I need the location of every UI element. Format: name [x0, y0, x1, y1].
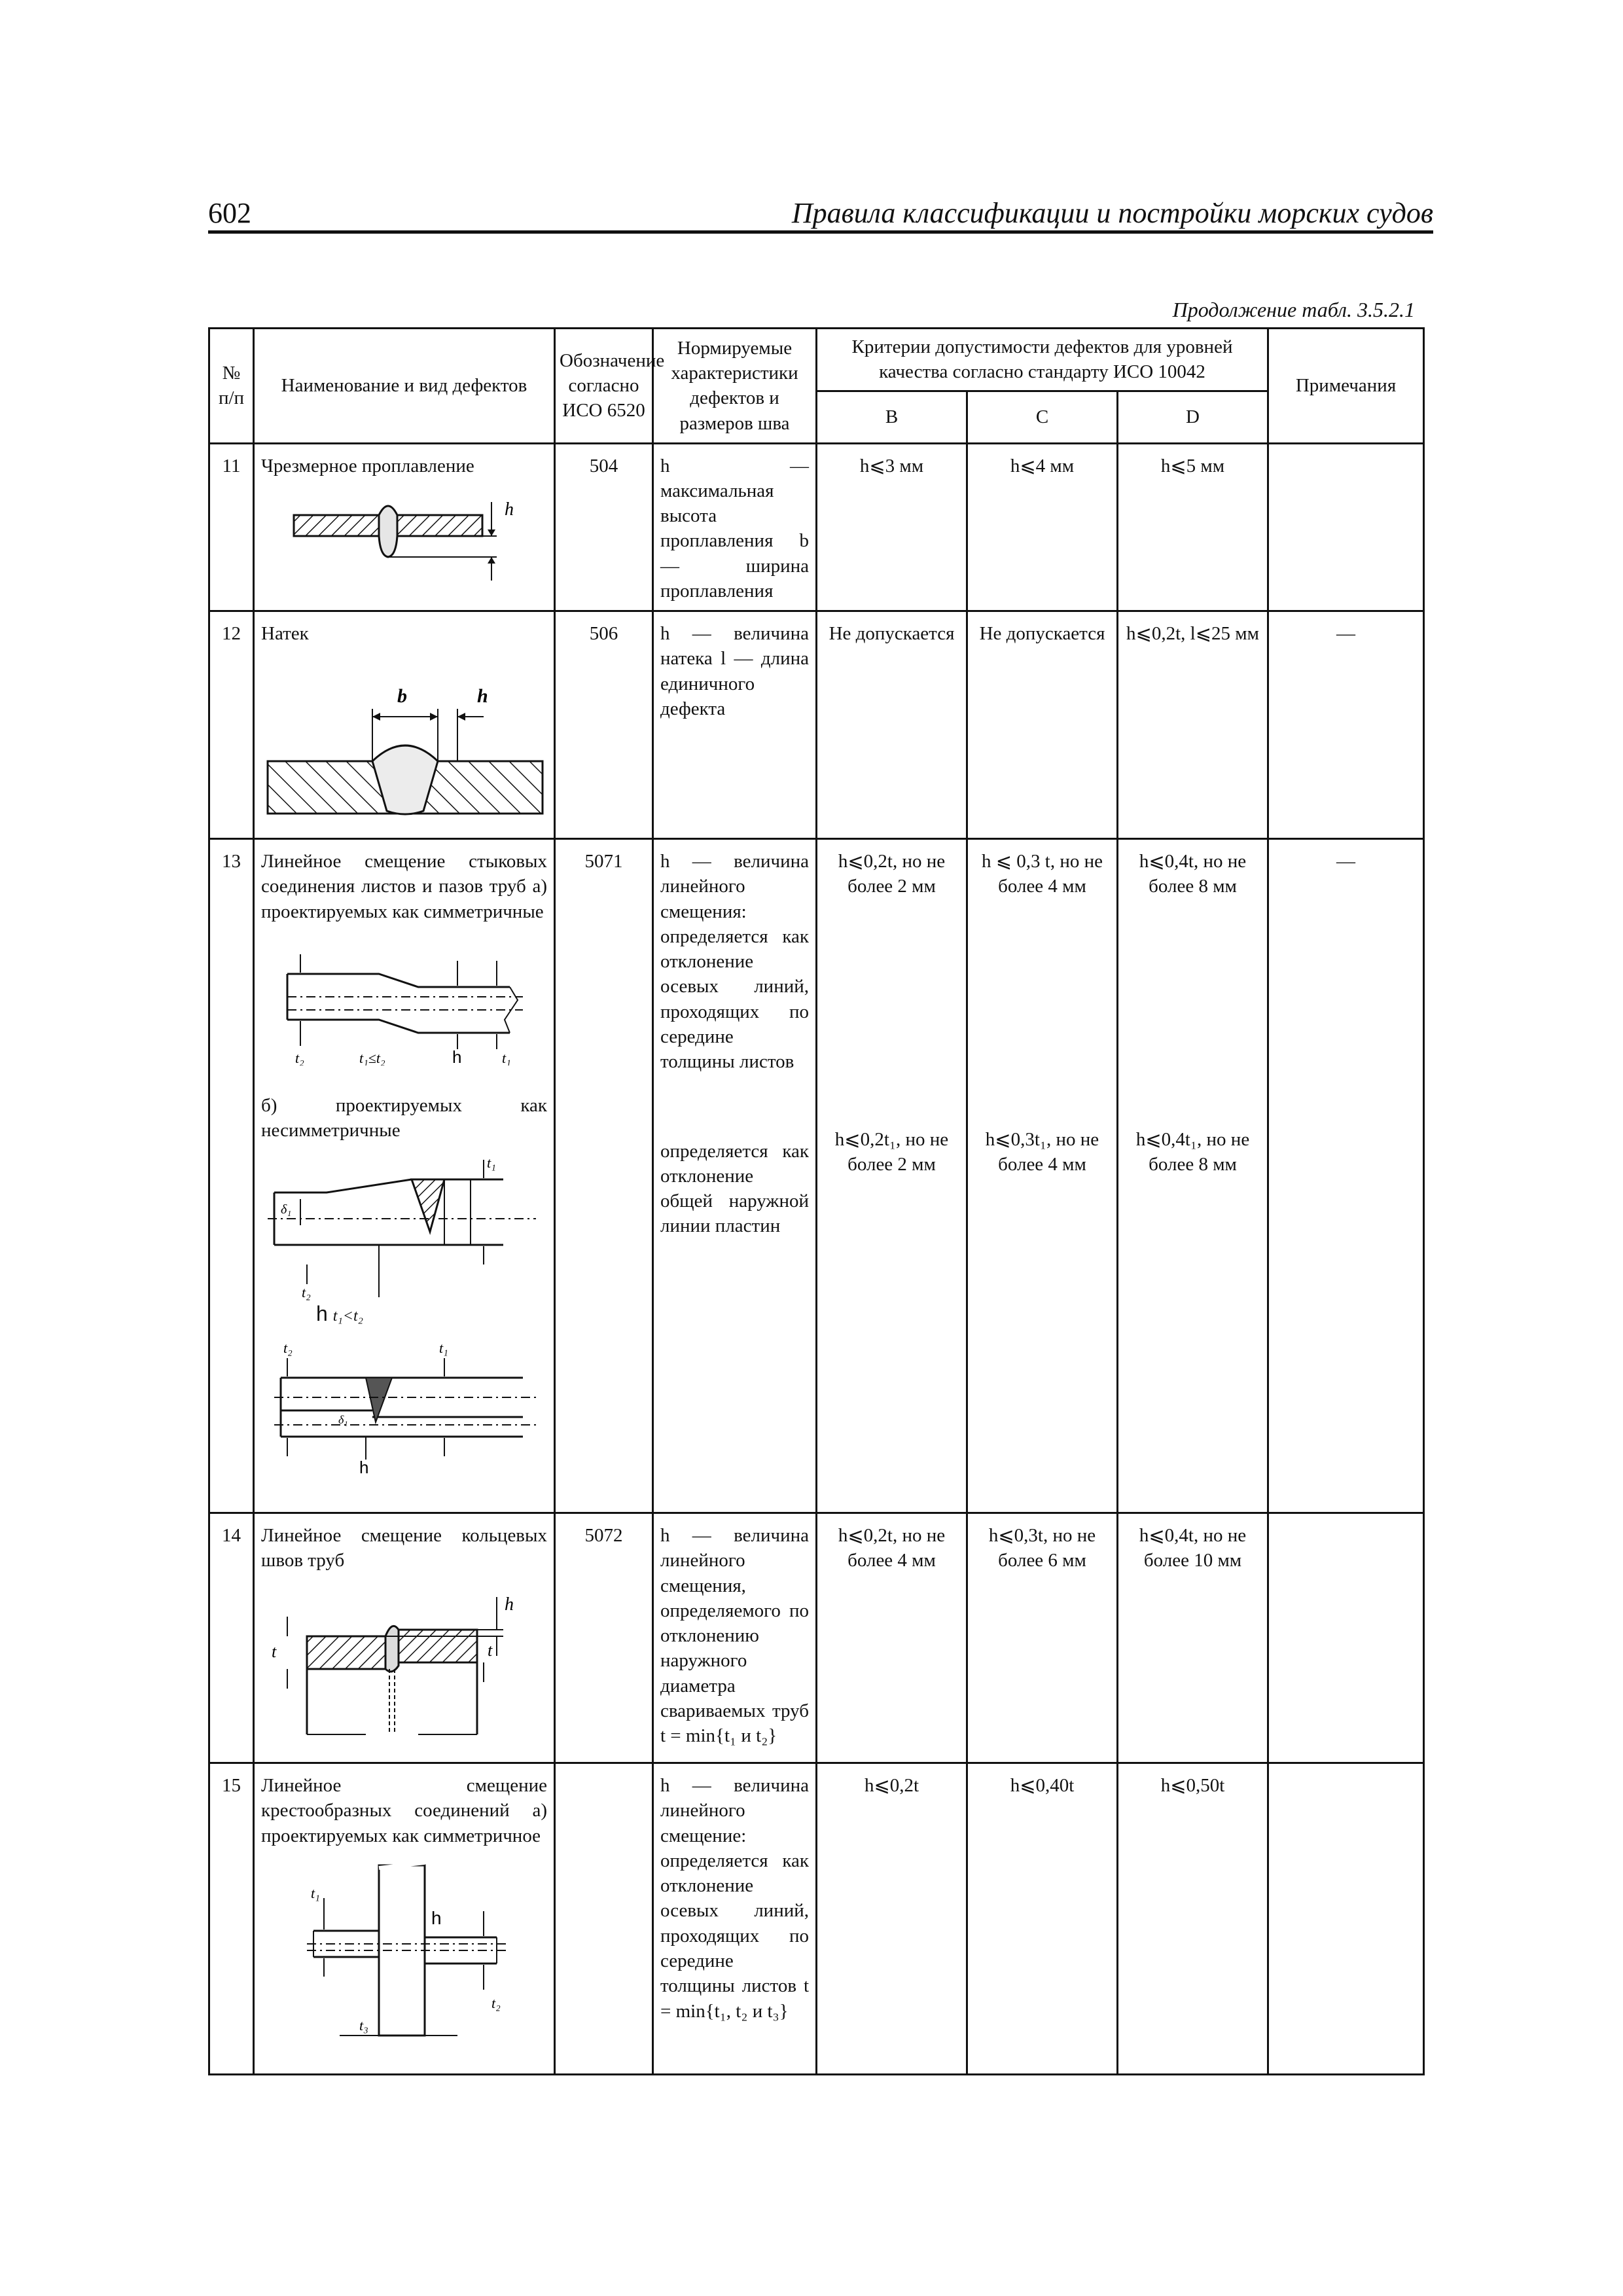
criterion-b: h⩽0,2t — [817, 1763, 967, 2075]
criterion-d-sub: h⩽0,4t₁, но не более 8 мм — [1135, 1128, 1250, 1175]
butt-misalignment-sym-figure — [261, 935, 549, 1066]
figure-label: t₂ — [283, 1339, 293, 1356]
figure-label: t₁≤t₂ — [359, 1049, 385, 1066]
defect-name: Натек — [261, 623, 309, 645]
row-number: 12 — [209, 611, 254, 839]
defect-code: 5072 — [555, 1513, 653, 1763]
figure-label: h — [477, 685, 488, 708]
notes-cell: — — [1268, 611, 1424, 839]
criterion-d: h⩽5 мм — [1118, 443, 1268, 611]
criterion-c-cell — [967, 839, 1118, 1513]
header-characteristics: Нормируемые характеристики дефектов и размеров шва — [653, 329, 817, 444]
page-number: 602 — [208, 197, 251, 229]
defect-name: Линейное смещение стыковых соединения листов и пазов труб а) проектируемых как симметричные — [261, 851, 547, 922]
header-designation: Обозначение согласно ИСО 6520 — [555, 329, 653, 444]
running-title: Правила классификации и постройки морских судов — [791, 197, 1433, 229]
defect-code: 5071 — [555, 839, 653, 1513]
table-row — [209, 839, 1424, 1513]
figure-label: h — [359, 1457, 369, 1476]
figure-label: t₁ — [439, 1339, 448, 1356]
cruciform-misalignment-figure — [261, 1859, 549, 2042]
criterion-b: h⩽3 мм — [817, 443, 967, 611]
figure-label: b — [397, 685, 407, 708]
defects-table — [208, 327, 1425, 2075]
header-name: Наименование и вид дефектов — [254, 329, 555, 444]
header-num: № п/п — [209, 329, 254, 444]
defect-name-cell — [254, 839, 555, 1513]
table-row — [209, 1763, 1424, 2075]
criterion-d: h⩽0,4t, но не более 10 мм — [1118, 1513, 1268, 1763]
criterion-c: h⩽0,3t, но не более 6 мм — [967, 1513, 1118, 1763]
circumferential-misalignment-figure — [261, 1584, 549, 1741]
defect-code: 506 — [555, 611, 653, 839]
table-row — [209, 611, 1424, 839]
criterion-c: h⩽0,40t — [967, 1763, 1118, 2075]
criterion-b-cell — [817, 839, 967, 1513]
header-criteria: Критерии допустимости дефектов для уровней качества согласно стандарту ИСО 10042 — [817, 329, 1268, 391]
row-number: 14 — [209, 1513, 254, 1763]
notes-cell: — — [1268, 839, 1424, 1513]
figure-label: t₂ — [295, 1049, 304, 1066]
figure-label: δ₁ — [338, 1412, 348, 1426]
butt-misalignment-asym-figure — [261, 1153, 549, 1304]
criterion-b: Не допускается — [817, 611, 967, 839]
header-rule — [208, 230, 1433, 234]
header-level-c: C — [967, 391, 1118, 443]
excess-penetration-figure — [261, 489, 549, 587]
defect-characteristics: h — величина линейного смещения: определяется как отклонение осевых линий, проходящих по середине толщины листов — [660, 851, 809, 1073]
criterion-c: h⩽4 мм — [967, 443, 1118, 611]
defect-name-cell — [254, 1513, 555, 1763]
table-row — [209, 443, 1424, 611]
figure-label: h — [505, 499, 514, 520]
criterion-b-sub: h⩽0,2t₁, но не более 2 мм — [834, 1128, 949, 1175]
notes-cell — [1268, 443, 1424, 611]
figure-label: h — [316, 1302, 328, 1326]
figure-label: h — [452, 1047, 462, 1066]
defect-name-cell — [254, 443, 555, 611]
criterion-c: h ⩽ 0,3 t, но не более 4 мм — [981, 851, 1103, 897]
criterion-b: h⩽0,2t, но не более 2 мм — [838, 851, 946, 897]
defect-characteristics: h — величина линейного смещения, определяемого по отклонению наружного диаметра свариваемых труб t = min{t₁ и t₂} — [653, 1513, 817, 1763]
criterion-c: Не допускается — [967, 611, 1118, 839]
figure-label: h — [431, 1907, 442, 1928]
header-level-b: B — [817, 391, 967, 443]
defect-characteristics: h — величина линейного смещение: определяется как отклонение осевых линий, проходящих по середине толщины листов t = min{t₁, t₂ и t₃} — [653, 1763, 817, 2075]
header-level-d: D — [1118, 391, 1268, 443]
defect-name: Линейное смещение кольцевых швов труб — [261, 1525, 547, 1571]
figure-label: h — [505, 1594, 514, 1615]
figure-label: δ₁ — [281, 1202, 292, 1217]
table-continuation-label: Продолжение табл. 3.5.2.1 — [1172, 298, 1415, 321]
criterion-d: h⩽0,2t, l⩽25 мм — [1118, 611, 1268, 839]
figure-label: t₂ — [302, 1284, 311, 1301]
notes-cell — [1268, 1763, 1424, 2075]
defect-code: 504 — [555, 443, 653, 611]
defect-name: Линейное смещение крестообразных соединений а) проектируемых как симметричное — [261, 1775, 547, 1846]
figure-label: t — [488, 1640, 493, 1660]
criterion-d-cell — [1118, 839, 1268, 1513]
defect-sub-characteristics: определяется как отклонение общей наружной линии пластин — [660, 1140, 809, 1237]
table-row — [209, 1513, 1424, 1763]
defect-subname: б) проектируемых как несимметричные — [261, 1094, 547, 1141]
defect-characteristics-cell — [653, 839, 817, 1513]
defect-characteristics: h — величина натека l — длина единичного дефекта — [653, 611, 817, 839]
defect-characteristics: h — максимальная высота проплавления b — ширина проплавления — [653, 443, 817, 611]
defect-name-cell — [254, 611, 555, 839]
row-number: 13 — [209, 839, 254, 1513]
row-number: 15 — [209, 1763, 254, 2075]
criterion-d: h⩽0,4t, но не более 8 мм — [1139, 851, 1247, 897]
criterion-b: h⩽0,2t, но не более 4 мм — [817, 1513, 967, 1763]
overlap-figure — [261, 656, 549, 827]
figure-label: t₁ — [502, 1049, 511, 1066]
notes-cell — [1268, 1513, 1424, 1763]
figure-label: t₁<t₂ — [332, 1308, 364, 1325]
defect-name: Чрезмерное проплавление — [261, 455, 474, 476]
defect-code — [555, 1763, 653, 2075]
row-number: 11 — [209, 443, 254, 611]
figure-label: t₁ — [487, 1155, 496, 1172]
figure-label: t₁ — [311, 1884, 320, 1901]
header-notes: Примечания — [1268, 329, 1424, 444]
figure-label: t — [272, 1641, 277, 1661]
criterion-c-sub: h⩽0,3t₁, но не более 4 мм — [985, 1128, 1099, 1175]
defect-name-cell — [254, 1763, 555, 2075]
butt-misalignment-asym-figure-2 — [261, 1338, 549, 1476]
figure-label: t₂ — [491, 1994, 501, 2011]
figure-label: t₃ — [359, 2017, 368, 2034]
criterion-d: h⩽0,50t — [1118, 1763, 1268, 2075]
